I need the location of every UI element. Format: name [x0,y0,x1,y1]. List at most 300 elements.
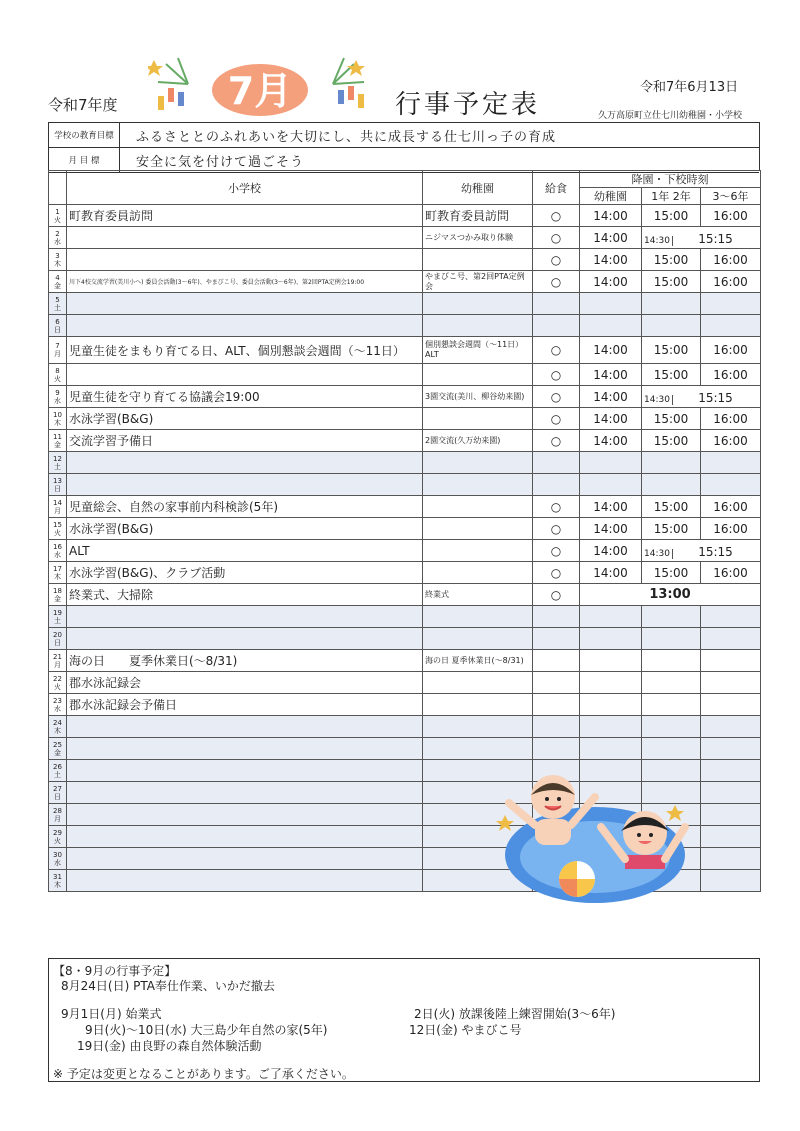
day-cell [49,650,67,672]
g36-time: 16:00 [701,408,761,430]
note-aug24: 8月24日(日) PTA奉仕作業、いかだ撤去 [61,979,275,993]
day-number: 28 [53,806,62,815]
empty-cell [580,474,642,496]
dismissal-all: 13:00 [580,584,761,606]
day-number: 6 [55,317,60,326]
day-number: 1 [55,207,60,216]
day-cell [49,430,67,452]
g12-time: 15:00 [642,430,701,452]
day-cell [49,848,67,870]
kg-time-header: 幼稚園 [580,188,642,205]
firework-left-icon [148,58,188,110]
schedule-row [49,227,761,249]
empty-cell [701,826,761,848]
elementary-event: 水泳学習(B&G)、クラブ活動 [67,562,423,584]
lunch-mark: ○ [533,518,580,540]
day-number: 21 [53,652,62,661]
kinder-event: 海の日 夏季休業日(～8/31) [423,650,533,672]
empty-cell [580,606,642,628]
g12-time: 14:30 [642,395,673,405]
weekday: 火 [54,682,61,691]
day-header [49,171,67,205]
day-cell [49,205,67,227]
day-number: 29 [53,828,62,837]
weekday: 月 [54,814,61,823]
g36-time: 15:15 [698,232,733,246]
note-sep2: 2日(火) 放課後陸上練習開始(3～6年) [414,1007,616,1021]
empty-cell [533,716,580,738]
empty-cell [642,738,701,760]
schedule-row [49,408,761,430]
empty-cell [642,628,701,650]
dismissal-header: 降園・下校時刻 [580,171,761,188]
g12-time: 15:00 [642,271,701,293]
kg-time: 14:00 [580,249,642,271]
empty-cell [423,606,533,628]
kinder-event [423,694,533,716]
empty-cell [533,474,580,496]
day-number: 18 [53,586,62,595]
kinder-event: 終業式 [423,584,533,606]
empty-cell [67,474,423,496]
notes-heading: 【8・9月の行事予定】 [53,964,177,978]
day-cell [49,315,67,337]
lunch-mark: ○ [533,205,580,227]
day-cell [49,672,67,694]
g12-time [642,694,701,716]
day-cell [49,474,67,496]
lunch-mark: ○ [533,227,580,249]
schedule-row [49,540,761,562]
day-cell [49,496,67,518]
goals-box [48,122,760,170]
kg-time [580,694,642,716]
weekday: 水 [54,396,61,405]
empty-cell [67,760,423,782]
page-title: 行事予定表 [395,90,541,120]
weekday: 月 [54,660,61,669]
day-number: 22 [53,674,62,683]
day-number: 5 [55,295,60,304]
g12-time: 15:00 [642,249,701,271]
schedule-row [49,430,761,452]
weekday: 日 [54,325,61,334]
month-goal: 安全に気を付けて過ごそう [136,154,305,170]
empty-cell [701,716,761,738]
day-number: 31 [53,872,62,881]
month-badge [148,52,373,122]
lunch-mark [533,672,580,694]
grade-times [642,540,761,562]
day-cell [49,386,67,408]
g36-time: 16:00 [701,337,761,364]
weekday: 木 [54,572,61,581]
kg-time: 14:00 [580,386,642,408]
day-cell [49,249,67,271]
schedule-row [49,562,761,584]
month-badge-text: 7月 [227,69,293,113]
g12-time: 15:00 [642,205,701,227]
elementary-event: 児童総会、自然の家事前内科検診(5年) [67,496,423,518]
g12-time: 14:30 [642,236,673,246]
g36-time [701,672,761,694]
day-number: 3 [55,251,60,260]
kg-time: 14:00 [580,337,642,364]
empty-cell [580,738,642,760]
weekday: 月 [54,350,61,358]
kinder-event [423,364,533,386]
schedule-row [49,584,761,606]
kg-time: 14:00 [580,227,642,249]
empty-cell [701,760,761,782]
day-cell [49,408,67,430]
kg-time: 14:00 [580,518,642,540]
day-cell [49,293,67,315]
day-number: 25 [53,740,62,749]
g36-time: 16:00 [701,364,761,386]
kg-time: 14:00 [580,496,642,518]
empty-cell [701,848,761,870]
empty-cell [67,826,423,848]
day-cell [49,870,67,892]
empty-cell [67,452,423,474]
g36-time-header: 3～6年 [701,188,761,205]
schedule-row [49,672,761,694]
g36-time: 16:00 [701,249,761,271]
empty-cell [67,628,423,650]
issue-date: 令和7年6月13日 [640,80,739,95]
lunch-mark: ○ [533,562,580,584]
schedule-row [49,716,761,738]
kinder-event [423,672,533,694]
kg-time: 14:00 [580,540,642,562]
g36-time: 16:00 [701,496,761,518]
empty-cell [642,716,701,738]
empty-cell [642,606,701,628]
day-number: 9 [55,388,60,397]
schedule-row [49,650,761,672]
weekday: 木 [54,259,61,268]
weekday: 金 [54,748,61,757]
g12-time: 15:00 [642,518,701,540]
elementary-event: 川下4校交流学習(美川小へ) 委員会活動(3～6年)、やまびこ号、委員会活動(3～6年)、第2回PTA定例会19:00 [67,271,423,293]
empty-cell [580,628,642,650]
day-cell [49,782,67,804]
weekday: 火 [54,215,61,224]
day-cell [49,694,67,716]
kg-time: 14:00 [580,562,642,584]
empty-cell [67,716,423,738]
lunch-mark [533,650,580,672]
day-cell [49,760,67,782]
lunch-mark: ○ [533,386,580,408]
note-sep9: 9日(火)～10日(水) 大三島少年自然の家(5年) [85,1023,328,1037]
elementary-event: 終業式、大掃除 [67,584,423,606]
empty-cell [67,315,423,337]
day-cell [49,452,67,474]
elementary-event: 郡水泳記録会予備日 [67,694,423,716]
g36-time: 16:00 [701,430,761,452]
elementary-event [67,227,423,249]
weekday: 水 [54,704,61,713]
note-sep12: 12日(金) やまびこ号 [409,1023,522,1037]
day-cell [49,518,67,540]
header-row-1 [49,171,761,188]
kinder-event: 町教育委員訪問 [423,205,533,227]
weekday: 火 [54,836,61,845]
weekday: 金 [54,281,61,290]
g36-time: 16:00 [701,518,761,540]
g36-time [701,694,761,716]
kg-time [580,672,642,694]
weekday: 火 [54,374,61,383]
empty-cell [580,452,642,474]
schedule-row [49,337,761,364]
kg-time: 14:00 [580,430,642,452]
weekday: 日 [54,638,61,647]
g36-time: 16:00 [701,205,761,227]
g12-time-header: 1年 2年 [642,188,701,205]
goal-label: 学校の教育目標 [49,123,120,147]
empty-cell [67,738,423,760]
g12-time: 14:30 [642,549,673,559]
schedule-row [49,452,761,474]
lunch-header: 給食 [533,171,580,205]
weekday: 月 [54,506,61,515]
day-number: 12 [53,454,62,463]
g12-time: 15:00 [642,562,701,584]
weekday: 水 [54,237,61,246]
empty-cell [67,782,423,804]
empty-cell [701,870,761,892]
day-number: 30 [53,850,62,859]
kinder-header: 幼稚園 [423,171,533,205]
empty-cell [423,315,533,337]
weekday: 木 [54,418,61,427]
day-number: 14 [53,498,62,507]
kinder-event [423,249,533,271]
kinder-event [423,408,533,430]
empty-cell [642,315,701,337]
notes-box [48,958,760,1082]
school-name: 久万高原町立仕七川幼稚園・小学校 [598,111,743,121]
elementary-event: 海の日 夏季休業日(～8/31) [67,650,423,672]
kinder-event: 2園交流(久万幼来園) [423,430,533,452]
empty-cell [642,452,701,474]
empty-cell [67,606,423,628]
elementary-event: 水泳学習(B&G) [67,408,423,430]
elementary-event: 交流学習予備日 [67,430,423,452]
day-number: 26 [53,762,62,771]
g12-time: 15:00 [642,364,701,386]
elementary-event: 町教育委員訪問 [67,205,423,227]
elementary-event: 児童生徒を守り育てる協議会19:00 [67,386,423,408]
school-year: 令和7年度 [48,96,118,114]
day-number: 23 [53,696,62,705]
empty-cell [701,606,761,628]
notes-footer: ※ 予定は変更となることがあります。ご了承ください。 [53,1067,354,1081]
lunch-mark: ○ [533,408,580,430]
empty-cell [580,315,642,337]
empty-cell [701,315,761,337]
lunch-mark: ○ [533,337,580,364]
schedule-row [49,249,761,271]
month-goal-label: 月 目 標 [49,148,120,172]
empty-cell [580,716,642,738]
weekday: 土 [54,770,61,779]
empty-cell [642,293,701,315]
empty-cell [701,738,761,760]
elementary-event: 児童生徒をまもり育てる日、ALT、個別懇談会週間（～11日） [67,337,423,364]
kinder-event: ニジマスつかみ取り体験 [423,227,533,249]
empty-cell [423,293,533,315]
g12-time: 15:00 [642,337,701,364]
empty-cell [67,804,423,826]
g36-time: 16:00 [701,562,761,584]
kinder-event [423,562,533,584]
empty-cell [701,474,761,496]
kg-time: 14:00 [580,271,642,293]
weekday: 水 [54,858,61,867]
kinder-event [423,518,533,540]
schedule-row [49,364,761,386]
firework-right-icon [333,58,365,108]
lunch-mark: ○ [533,584,580,606]
g12-time: 15:00 [642,408,701,430]
lunch-mark: ○ [533,249,580,271]
day-cell [49,826,67,848]
day-number: 15 [53,520,62,529]
schedule-row [49,496,761,518]
note-sep19: 19日(金) 由良野の森自然体験活動 [77,1039,262,1053]
weekday: 木 [54,726,61,735]
weekday: 木 [54,880,61,889]
day-number: 20 [53,630,62,639]
lunch-mark: ○ [533,430,580,452]
g12-time [642,650,701,672]
empty-cell [423,474,533,496]
g36-time: 15:15 [698,391,733,405]
weekday: 土 [54,462,61,471]
day-number: 17 [53,564,62,573]
grade-times [642,386,761,408]
kinder-event: やまびこ号、第2回PTA定例会 [423,271,533,293]
schedule-row [49,205,761,227]
lunch-mark: ○ [533,540,580,562]
day-number: 24 [53,718,62,727]
schedule-row [49,293,761,315]
day-cell [49,562,67,584]
day-number: 11 [53,432,62,441]
weekday: 金 [54,594,61,603]
empty-cell [533,738,580,760]
empty-cell [423,628,533,650]
g12-time: 15:00 [642,496,701,518]
empty-cell [701,628,761,650]
lunch-mark: ○ [533,364,580,386]
school-goal: ふるさととのふれあいを大切にし、共に成長する仕七川っ子の育成 [136,129,557,145]
day-number: 27 [53,784,62,793]
empty-cell [533,293,580,315]
note-sep1: 9月1日(月) 始業式 [61,1007,162,1021]
day-number: 7 [55,342,60,350]
grade-times [642,227,761,249]
kg-time [580,650,642,672]
day-number: 8 [55,366,60,375]
day-cell [49,584,67,606]
elementary-event [67,364,423,386]
kinder-event: 個別懇談会週間（～11日）ALT [423,337,533,364]
day-cell [49,337,67,364]
day-number: 4 [55,273,60,282]
day-number: 2 [55,229,60,238]
empty-cell [533,315,580,337]
empty-cell [67,293,423,315]
g12-time [642,672,701,694]
empty-cell [701,452,761,474]
g36-time [701,650,761,672]
elementary-event [67,249,423,271]
weekday: 金 [54,440,61,449]
day-cell [49,606,67,628]
empty-cell [423,716,533,738]
g36-time: 16:00 [701,271,761,293]
kinder-event [423,540,533,562]
empty-cell [533,606,580,628]
empty-cell [642,474,701,496]
empty-cell [701,804,761,826]
empty-cell [533,628,580,650]
kinder-event [423,496,533,518]
weekday: 火 [54,528,61,537]
day-number: 16 [53,542,62,551]
schedule-row [49,315,761,337]
kg-time: 14:00 [580,408,642,430]
day-number: 10 [53,410,62,419]
empty-cell [423,738,533,760]
day-cell [49,628,67,650]
weekday: 水 [54,550,61,559]
empty-cell [533,452,580,474]
schedule-row [49,386,761,408]
schedule-row [49,606,761,628]
elementary-event: 郡水泳記録会 [67,672,423,694]
day-cell [49,738,67,760]
empty-cell [67,848,423,870]
schedule-row [49,694,761,716]
lunch-mark [533,694,580,716]
elementary-event: 水泳学習(B&G) [67,518,423,540]
day-cell [49,227,67,249]
g36-time: 15:15 [698,545,733,559]
day-number: 13 [53,476,62,485]
schedule-row [49,738,761,760]
empty-cell [701,293,761,315]
elementary-event: ALT [67,540,423,562]
empty-cell [423,452,533,474]
weekday: 日 [54,484,61,493]
day-cell [49,271,67,293]
kg-time: 14:00 [580,364,642,386]
kg-time: 14:00 [580,205,642,227]
weekday: 土 [54,303,61,312]
empty-cell [67,870,423,892]
empty-cell [580,293,642,315]
weekday: 土 [54,616,61,625]
day-cell [49,540,67,562]
swimming-children-illustration [495,775,700,907]
day-cell [49,716,67,738]
